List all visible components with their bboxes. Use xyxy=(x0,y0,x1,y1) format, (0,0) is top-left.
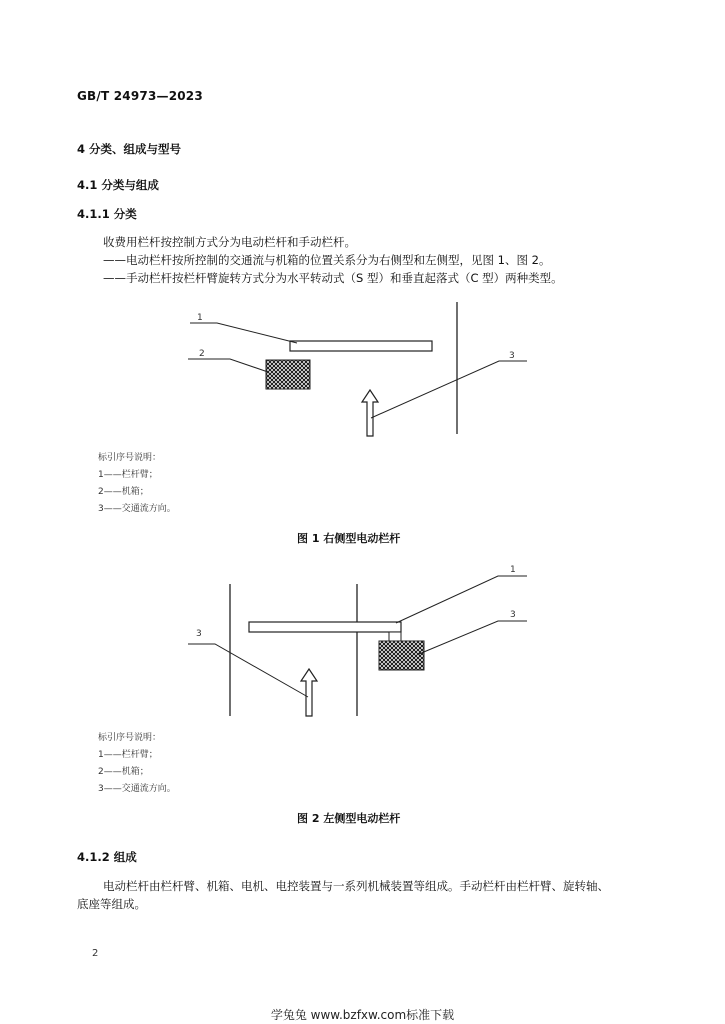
figure-1-legend-item: 3——交通流方向。 xyxy=(98,504,176,514)
figure-1-legend-item: 2——机箱； xyxy=(98,487,149,497)
figure-2-legend-item: 1——栏杆臂； xyxy=(98,750,158,760)
section-4-1-2-heading: 4.1.2 组成 xyxy=(77,850,137,864)
section-4-1-heading: 4.1 分类与组成 xyxy=(77,178,159,192)
figure-2-legend-item: 3——交通流方向。 xyxy=(98,784,176,794)
figure-1-legend-item: 1——栏杆臂； xyxy=(98,470,158,480)
traffic-direction-arrow xyxy=(301,669,317,716)
figure-2-legend-item: 2——机箱； xyxy=(98,767,149,777)
figure-2-label-1: 1 xyxy=(510,565,516,575)
leader-line-3 xyxy=(188,644,308,697)
figure-1-label-1: 1 xyxy=(197,313,203,323)
figure-2-label-3-cabinet: 3 xyxy=(510,610,516,620)
figure-1-label-2: 2 xyxy=(199,349,205,359)
figure-1-caption: 图 1 右侧型电动栏杆 xyxy=(297,532,401,545)
paragraph-line: 电动栏杆由栏杆臂、机箱、电机、电控装置与一系列机械装置等组成。手动栏杆由栏杆臂、旋转轴、 xyxy=(103,879,609,893)
footer-watermark[interactable]: 学兔兔 www.bzfxw.com标准下载 xyxy=(270,1008,455,1022)
section-4-heading: 4 分类、组成与型号 xyxy=(77,142,182,156)
leader-line-2 xyxy=(419,621,527,654)
figure-1-legend-title: 标引序号说明： xyxy=(98,453,162,463)
figure-2-caption: 图 2 左侧型电动栏杆 xyxy=(297,812,401,825)
figure-2-legend-title: 标引序号说明： xyxy=(98,733,162,743)
figure-1-label-3: 3 xyxy=(509,351,515,361)
paragraph-line: 收费用栏杆按控制方式分为电动栏杆和手动栏杆。 xyxy=(103,235,356,249)
page-number: 2 xyxy=(92,948,99,959)
barrier-arm xyxy=(249,622,401,632)
list-item: ——电动栏杆按所控制的交通流与机箱的位置关系分为右侧型和左侧型，见图 1、图 2。 xyxy=(103,253,551,267)
standard-number: GB/T 24973—2023 xyxy=(77,89,203,103)
list-item: ——手动栏杆按栏杆臂旋转方式分为水平转动式（S 型）和垂直起落式（C 型）两种类型。 xyxy=(103,271,563,285)
paragraph-line: 底座等组成。 xyxy=(77,897,146,911)
cabinet xyxy=(379,641,424,670)
section-4-1-1-heading: 4.1.1 分类 xyxy=(77,207,137,221)
figure-2-label-3-traffic: 3 xyxy=(196,629,202,639)
leader-line-1 xyxy=(396,576,527,623)
